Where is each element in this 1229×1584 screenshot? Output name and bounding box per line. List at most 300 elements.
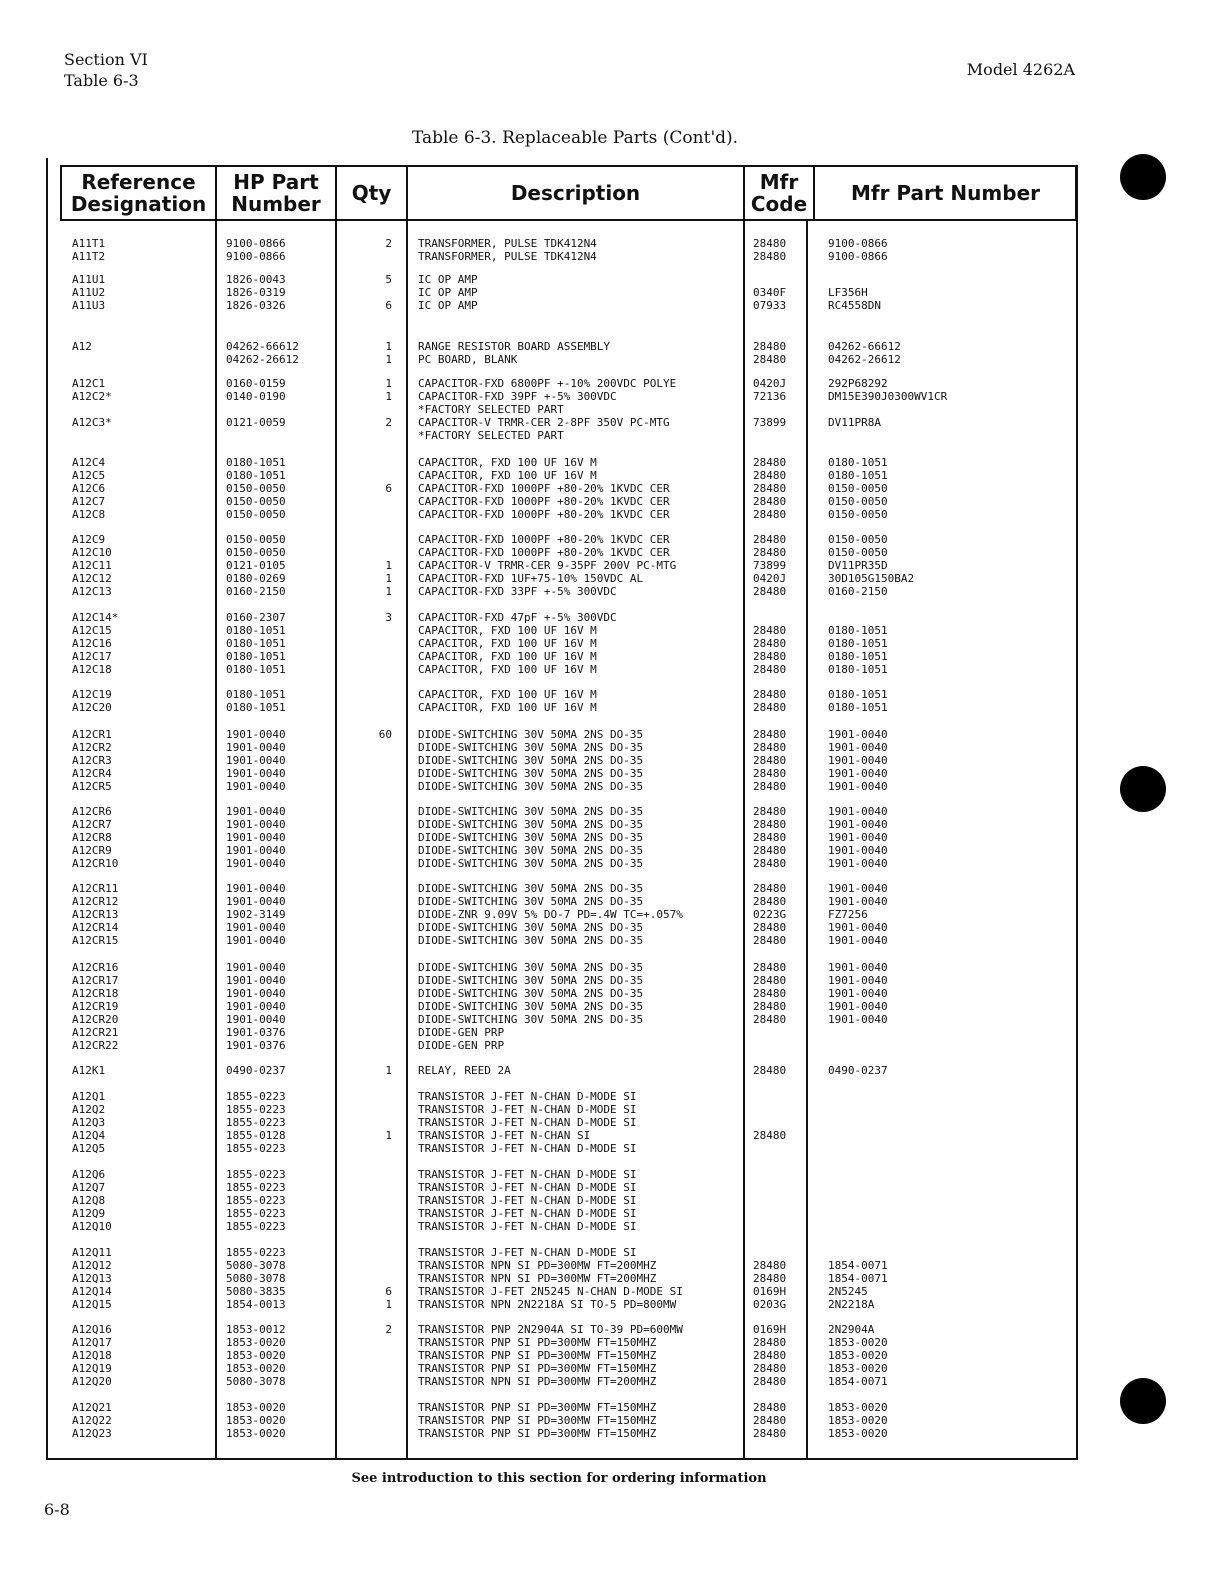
cell-description: DIODE-GEN PRP: [418, 1026, 505, 1039]
cell-hp-part-number: 1901-0040: [226, 767, 286, 780]
cell-description: DIODE-SWITCHING 30V 50MA 2NS DO-35: [418, 921, 644, 934]
cell-ref: A12CR15: [72, 934, 119, 947]
cell-mfr-code: 28480: [753, 1375, 787, 1388]
cell-hp-part-number: 1855-0223: [226, 1168, 286, 1181]
cell-hp-part-number: 1901-0040: [226, 974, 286, 987]
cell-ref: A12C15: [72, 624, 112, 637]
cell-mfr-part-number: 1901-0040: [828, 741, 888, 754]
cell-hp-part-number: 1901-0040: [226, 857, 286, 870]
cell-ref: A12Q3: [72, 1116, 106, 1129]
cell-mfr-code: 28480: [753, 1349, 787, 1362]
cell-mfr-code: 72136: [753, 390, 787, 403]
table-row: [0, 1336, 1229, 1349]
cell-hp-part-number: 0180-0269: [226, 572, 286, 585]
cell-qty: 2: [385, 237, 392, 250]
cell-ref: A12C5: [72, 469, 106, 482]
cell-mfr-part-number: 1901-0040: [828, 921, 888, 934]
cell-mfr-code: 28480: [753, 469, 787, 482]
cell-qty: 1: [385, 377, 392, 390]
cell-description: TRANSISTOR J-FET N-CHAN SI: [418, 1129, 591, 1142]
cell-hp-part-number: 0180-1051: [226, 456, 286, 469]
cell-mfr-code: 28480: [753, 818, 787, 831]
cell-hp-part-number: 1901-0040: [226, 805, 286, 818]
section-label: Section VI: [64, 50, 148, 69]
cell-ref: A12Q16: [72, 1323, 112, 1336]
cell-hp-part-number: 1855-0223: [226, 1116, 286, 1129]
cell-ref: A12CR6: [72, 805, 112, 818]
cell-description: TRANSISTOR J-FET N-CHAN D-MODE SI: [418, 1168, 637, 1181]
cell-mfr-part-number: 2N5245: [828, 1285, 868, 1298]
table-row: [0, 1427, 1229, 1440]
table-row: [0, 780, 1229, 793]
table-row: [0, 1181, 1229, 1194]
cell-hp-part-number: 0121-0105: [226, 559, 286, 572]
cell-description: TRANSFORMER, PULSE TDK412N4: [418, 237, 597, 250]
cell-description: CAPACITOR-FXD 33PF +-5% 300VDC: [418, 585, 617, 598]
table-row: [0, 1090, 1229, 1103]
table-row: [0, 1323, 1229, 1336]
cell-mfr-part-number: 9100-0866: [828, 250, 888, 263]
cell-mfr-code: 28480: [753, 495, 787, 508]
page-number: 6-8: [44, 1500, 70, 1519]
table-row: [0, 1259, 1229, 1272]
cell-hp-part-number: 1853-0020: [226, 1401, 286, 1414]
table-row: [0, 767, 1229, 780]
cell-hp-part-number: 1901-0040: [226, 882, 286, 895]
cell-hp-part-number: 1901-0040: [226, 780, 286, 793]
cell-ref: A12C7: [72, 495, 106, 508]
cell-mfr-code: 28480: [753, 1362, 787, 1375]
cell-description: DIODE-SWITCHING 30V 50MA 2NS DO-35: [418, 754, 644, 767]
cell-mfr-code: 28480: [753, 585, 787, 598]
cell-ref: A12C4: [72, 456, 106, 469]
table-row: [0, 403, 1229, 416]
cell-hp-part-number: 0180-1051: [226, 663, 286, 676]
cell-hp-part-number: 1901-0376: [226, 1039, 286, 1052]
table-row: [0, 1039, 1229, 1052]
cell-mfr-part-number: 0150-0050: [828, 508, 888, 521]
column-header-mfr-code: Mfr Code: [750, 170, 808, 216]
cell-qty: 2: [385, 1323, 392, 1336]
cell-description: TRANSISTOR PNP 2N2904A SI TO-39 PD=600MW: [418, 1323, 683, 1336]
table-row: [0, 456, 1229, 469]
cell-mfr-code: 28480: [753, 353, 787, 366]
cell-description: TRANSFORMER, PULSE TDK412N4: [418, 250, 597, 263]
cell-hp-part-number: 1855-0223: [226, 1090, 286, 1103]
cell-description: CAPACITOR-FXD 1UF+75-10% 150VDC AL: [418, 572, 644, 585]
cell-description: CAPACITOR-FXD 1000PF +80-20% 1KVDC CER: [418, 546, 670, 559]
cell-description: CAPACITOR-FXD 1000PF +80-20% 1KVDC CER: [418, 482, 670, 495]
table-row: [0, 611, 1229, 624]
cell-qty: 1: [385, 572, 392, 585]
cell-hp-part-number: 5080-3078: [226, 1259, 286, 1272]
table-row: [0, 921, 1229, 934]
cell-ref: A12Q8: [72, 1194, 106, 1207]
cell-description: TRANSISTOR PNP SI PD=300MW FT=150MHZ: [418, 1414, 657, 1427]
cell-description: CAPACITOR-FXD 47pF +-5% 300VDC: [418, 611, 617, 624]
cell-hp-part-number: 0180-1051: [226, 637, 286, 650]
table-row: [0, 429, 1229, 442]
cell-hp-part-number: 1855-0128: [226, 1129, 286, 1142]
table-row: [0, 1013, 1229, 1026]
cell-ref: A12Q9: [72, 1207, 106, 1220]
table-row: [0, 585, 1229, 598]
cell-qty: 1: [385, 353, 392, 366]
cell-description: DIODE-SWITCHING 30V 50MA 2NS DO-35: [418, 844, 644, 857]
cell-ref: A12Q21: [72, 1401, 112, 1414]
cell-description: TRANSISTOR J-FET N-CHAN D-MODE SI: [418, 1194, 637, 1207]
cell-description: TRANSISTOR NPN SI PD=300MW FT=200MHZ: [418, 1259, 657, 1272]
cell-mfr-part-number: 1901-0040: [828, 934, 888, 947]
cell-mfr-code: 28480: [753, 780, 787, 793]
cell-hp-part-number: 1853-0020: [226, 1414, 286, 1427]
cell-hp-part-number: 0150-0050: [226, 533, 286, 546]
cell-ref: A12C9: [72, 533, 106, 546]
table-row: [0, 1298, 1229, 1311]
table-row: [0, 353, 1229, 366]
cell-description: TRANSISTOR J-FET 2N5245 N-CHAN D-MODE SI: [418, 1285, 683, 1298]
cell-description: CAPACITOR-FXD 1000PF +80-20% 1KVDC CER: [418, 508, 670, 521]
cell-ref: A12C16: [72, 637, 112, 650]
cell-ref: A12Q7: [72, 1181, 106, 1194]
table-row: [0, 559, 1229, 572]
cell-mfr-code: 28480: [753, 1129, 787, 1142]
cell-ref: A12C2*: [72, 390, 112, 403]
cell-hp-part-number: 1853-0020: [226, 1349, 286, 1362]
cell-ref: A12Q12: [72, 1259, 112, 1272]
cell-description: DIODE-SWITCHING 30V 50MA 2NS DO-35: [418, 934, 644, 947]
cell-mfr-code: 28480: [753, 456, 787, 469]
cell-hp-part-number: 9100-0866: [226, 250, 286, 263]
cell-mfr-code: 28480: [753, 728, 787, 741]
cell-qty: 6: [385, 1285, 392, 1298]
cell-description: DIODE-SWITCHING 30V 50MA 2NS DO-35: [418, 780, 644, 793]
cell-hp-part-number: 1901-0376: [226, 1026, 286, 1039]
cell-mfr-code: 28480: [753, 1336, 787, 1349]
cell-mfr-part-number: 0180-1051: [828, 624, 888, 637]
cell-mfr-code: 28480: [753, 1259, 787, 1272]
cell-mfr-part-number: 1901-0040: [828, 780, 888, 793]
table-row: [0, 1349, 1229, 1362]
cell-mfr-code: 28480: [753, 1013, 787, 1026]
cell-description: CAPACITOR, FXD 100 UF 16V M: [418, 469, 597, 482]
cell-mfr-code: 28480: [753, 974, 787, 987]
cell-description: CAPACITOR-FXD 6800PF +-10% 200VDC POLYE: [418, 377, 677, 390]
cell-mfr-code: 0203G: [753, 1298, 787, 1311]
cell-description: DIODE-SWITCHING 30V 50MA 2NS DO-35: [418, 895, 644, 908]
cell-mfr-code: 28480: [753, 921, 787, 934]
cell-mfr-code: 28480: [753, 340, 787, 353]
table-row: [0, 882, 1229, 895]
cell-mfr-part-number: 04262-26612: [828, 353, 901, 366]
cell-hp-part-number: 0160-0159: [226, 377, 286, 390]
cell-hp-part-number: 5080-3078: [226, 1375, 286, 1388]
cell-description: TRANSISTOR J-FET N-CHAN D-MODE SI: [418, 1090, 637, 1103]
cell-mfr-code: 28480: [753, 987, 787, 1000]
table-row: [0, 390, 1229, 403]
table-row: [0, 728, 1229, 741]
cell-mfr-code: 28480: [753, 688, 787, 701]
cell-mfr-code: 28480: [753, 1401, 787, 1414]
cell-hp-part-number: 1901-0040: [226, 818, 286, 831]
cell-hp-part-number: 0180-1051: [226, 469, 286, 482]
cell-description: DIODE-SWITCHING 30V 50MA 2NS DO-35: [418, 882, 644, 895]
cell-mfr-part-number: DV11PR35D: [828, 559, 888, 572]
table-row: [0, 818, 1229, 831]
cell-mfr-code: 28480: [753, 895, 787, 908]
cell-mfr-part-number: 0150-0050: [828, 495, 888, 508]
cell-mfr-part-number: 0160-2150: [828, 585, 888, 598]
cell-mfr-part-number: 1853-0020: [828, 1427, 888, 1440]
cell-hp-part-number: 0180-1051: [226, 688, 286, 701]
cell-hp-part-number: 0180-1051: [226, 701, 286, 714]
cell-hp-part-number: 1901-0040: [226, 741, 286, 754]
cell-mfr-code: 0169H: [753, 1323, 787, 1336]
cell-hp-part-number: 1901-0040: [226, 728, 286, 741]
cell-ref: A12Q15: [72, 1298, 112, 1311]
table-row: [0, 701, 1229, 714]
cell-mfr-code: 28480: [753, 482, 787, 495]
cell-hp-part-number: 5080-3078: [226, 1272, 286, 1285]
cell-mfr-part-number: 1901-0040: [828, 805, 888, 818]
cell-ref: A12Q22: [72, 1414, 112, 1427]
cell-description: DIODE-GEN PRP: [418, 1039, 505, 1052]
table-row: [0, 831, 1229, 844]
table-row: [0, 572, 1229, 585]
cell-mfr-code: 0169H: [753, 1285, 787, 1298]
cell-description: CAPACITOR, FXD 100 UF 16V M: [418, 637, 597, 650]
table-row: [0, 1246, 1229, 1259]
table-row: [0, 974, 1229, 987]
cell-mfr-code: 28480: [753, 1427, 787, 1440]
table-row: [0, 1375, 1229, 1388]
cell-hp-part-number: 1855-0223: [226, 1220, 286, 1233]
cell-mfr-code: 28480: [753, 546, 787, 559]
cell-hp-part-number: 1826-0319: [226, 286, 286, 299]
table-row: [0, 1103, 1229, 1116]
cell-ref: A12CR3: [72, 754, 112, 767]
table-row: [0, 286, 1229, 299]
cell-mfr-code: 28480: [753, 741, 787, 754]
cell-ref: A12CR14: [72, 921, 119, 934]
cell-hp-part-number: 9100-0866: [226, 237, 286, 250]
cell-description: DIODE-SWITCHING 30V 50MA 2NS DO-35: [418, 857, 644, 870]
cell-mfr-code: 28480: [753, 961, 787, 974]
cell-ref: A12CR9: [72, 844, 112, 857]
cell-hp-part-number: 1853-0020: [226, 1362, 286, 1375]
cell-mfr-code: 28480: [753, 624, 787, 637]
cell-hp-part-number: 1901-0040: [226, 754, 286, 767]
cell-description: IC OP AMP: [418, 286, 478, 299]
cell-ref: A12C18: [72, 663, 112, 676]
table-caption: Table 6-3. Replaceable Parts (Cont'd).: [411, 128, 739, 148]
cell-ref: A11T2: [72, 250, 106, 263]
cell-mfr-part-number: 292P68292: [828, 377, 888, 390]
table-row: [0, 469, 1229, 482]
cell-hp-part-number: 0160-2307: [226, 611, 286, 624]
cell-mfr-part-number: 1854-0071: [828, 1259, 888, 1272]
cell-mfr-part-number: 1853-0020: [828, 1336, 888, 1349]
cell-ref: A12Q19: [72, 1362, 112, 1375]
cell-mfr-code: 28480: [753, 663, 787, 676]
cell-ref: A12C12: [72, 572, 112, 585]
cell-mfr-part-number: 1901-0040: [828, 1013, 888, 1026]
cell-description: CAPACITOR, FXD 100 UF 16V M: [418, 624, 597, 637]
table-row: [0, 895, 1229, 908]
cell-ref: A12: [72, 340, 92, 353]
cell-ref: A12CR22: [72, 1039, 119, 1052]
cell-description: TRANSISTOR J-FET N-CHAN D-MODE SI: [418, 1207, 637, 1220]
cell-ref: A12CR21: [72, 1026, 119, 1039]
cell-description: DIODE-SWITCHING 30V 50MA 2NS DO-35: [418, 1000, 644, 1013]
cell-hp-part-number: 1853-0012: [226, 1323, 286, 1336]
cell-description: PC BOARD, BLANK: [418, 353, 518, 366]
table-row: [0, 857, 1229, 870]
column-header-qty: Qty: [351, 181, 392, 205]
cell-mfr-part-number: 1901-0040: [828, 1000, 888, 1013]
cell-mfr-code: 28480: [753, 1414, 787, 1427]
cell-mfr-part-number: 1901-0040: [828, 974, 888, 987]
cell-ref: A11U1: [72, 273, 106, 286]
cell-mfr-part-number: 1854-0071: [828, 1272, 888, 1285]
cell-description: RANGE RESISTOR BOARD ASSEMBLY: [418, 340, 611, 353]
cell-description: CAPACITOR, FXD 100 UF 16V M: [418, 688, 597, 701]
cell-hp-part-number: 1855-0223: [226, 1142, 286, 1155]
cell-mfr-part-number: 1901-0040: [828, 895, 888, 908]
cell-mfr-code: 0223G: [753, 908, 787, 921]
cell-description: TRANSISTOR J-FET N-CHAN D-MODE SI: [418, 1116, 637, 1129]
cell-ref: A12CR4: [72, 767, 112, 780]
table-row: [0, 741, 1229, 754]
cell-description: CAPACITOR, FXD 100 UF 16V M: [418, 701, 597, 714]
cell-mfr-code: 28480: [753, 857, 787, 870]
cell-mfr-code: 28480: [753, 1064, 787, 1077]
table-row: [0, 961, 1229, 974]
cell-hp-part-number: 0150-0050: [226, 482, 286, 495]
cell-mfr-code: 28480: [753, 934, 787, 947]
cell-qty: 1: [385, 340, 392, 353]
cell-mfr-part-number: 1901-0040: [828, 882, 888, 895]
cell-hp-part-number: 1901-0040: [226, 934, 286, 947]
table-row: [0, 1142, 1229, 1155]
table-row: [0, 482, 1229, 495]
cell-ref: A12C14*: [72, 611, 119, 624]
cell-description: *FACTORY SELECTED PART: [418, 403, 564, 416]
cell-hp-part-number: 1855-0223: [226, 1207, 286, 1220]
column-header-mfr-part-number: Mfr Part Number: [851, 181, 1040, 205]
cell-description: CAPACITOR-FXD 39PF +-5% 300VDC: [418, 390, 617, 403]
model-label: Model 4262A: [966, 60, 1075, 79]
cell-description: DIODE-SWITCHING 30V 50MA 2NS DO-35: [418, 805, 644, 818]
cell-description: CAPACITOR-V TRMR-CER 9-35PF 200V PC-MTG: [418, 559, 677, 572]
table-row: [0, 1362, 1229, 1375]
cell-mfr-code: 07933: [753, 299, 787, 312]
cell-description: TRANSISTOR PNP SI PD=300MW FT=150MHZ: [418, 1401, 657, 1414]
cell-hp-part-number: 0180-1051: [226, 624, 286, 637]
cell-mfr-part-number: 1901-0040: [828, 728, 888, 741]
cell-qty: 6: [385, 482, 392, 495]
table-row: [0, 1129, 1229, 1142]
cell-ref: A12C10: [72, 546, 112, 559]
table-row: [0, 416, 1229, 429]
cell-mfr-code: 28480: [753, 1272, 787, 1285]
cell-description: TRANSISTOR PNP SI PD=300MW FT=150MHZ: [418, 1427, 657, 1440]
cell-qty: 3: [385, 611, 392, 624]
cell-mfr-code: 28480: [753, 701, 787, 714]
cell-qty: 60: [378, 728, 392, 741]
table-row: [0, 650, 1229, 663]
cell-description: TRANSISTOR J-FET N-CHAN D-MODE SI: [418, 1220, 637, 1233]
cell-mfr-part-number: 2N2904A: [828, 1323, 875, 1336]
cell-description: CAPACITOR, FXD 100 UF 16V M: [418, 663, 597, 676]
cell-description: *FACTORY SELECTED PART: [418, 429, 564, 442]
table-row: [0, 508, 1229, 521]
cell-hp-part-number: 1855-0223: [226, 1103, 286, 1116]
cell-description: CAPACITOR, FXD 100 UF 16V M: [418, 650, 597, 663]
cell-hp-part-number: 0490-0237: [226, 1064, 286, 1077]
cell-mfr-code: 28480: [753, 637, 787, 650]
cell-mfr-part-number: 0150-0050: [828, 482, 888, 495]
cell-mfr-code: 28480: [753, 882, 787, 895]
cell-qty: 1: [385, 1064, 392, 1077]
cell-description: CAPACITOR, FXD 100 UF 16V M: [418, 456, 597, 469]
cell-mfr-part-number: DM15E390J0300WV1CR: [828, 390, 948, 403]
cell-qty: 1: [385, 1129, 392, 1142]
cell-mfr-part-number: 0490-0237: [828, 1064, 888, 1077]
table-row: [0, 1285, 1229, 1298]
cell-ref: A12CR20: [72, 1013, 119, 1026]
cell-ref: A12Q23: [72, 1427, 112, 1440]
cell-qty: 1: [385, 1298, 392, 1311]
cell-description: DIODE-SWITCHING 30V 50MA 2NS DO-35: [418, 961, 644, 974]
cell-ref: A12CR17: [72, 974, 119, 987]
cell-description: IC OP AMP: [418, 299, 478, 312]
cell-mfr-part-number: 2N2218A: [828, 1298, 875, 1311]
cell-description: DIODE-SWITCHING 30V 50MA 2NS DO-35: [418, 728, 644, 741]
table-row: [0, 987, 1229, 1000]
cell-description: TRANSISTOR NPN SI PD=300MW FT=200MHZ: [418, 1375, 657, 1388]
cell-hp-part-number: 1855-0223: [226, 1246, 286, 1259]
cell-ref: A12Q11: [72, 1246, 112, 1259]
cell-mfr-part-number: 1853-0020: [828, 1362, 888, 1375]
cell-mfr-part-number: 9100-0866: [828, 237, 888, 250]
cell-mfr-part-number: 1901-0040: [828, 767, 888, 780]
table-row: [0, 1168, 1229, 1181]
table-row: [0, 1064, 1229, 1077]
cell-description: CAPACITOR-V TRMR-CER 2-8PF 350V PC-MTG: [418, 416, 670, 429]
cell-qty: 2: [385, 416, 392, 429]
cell-ref: A12Q5: [72, 1142, 106, 1155]
cell-mfr-code: 28480: [753, 237, 787, 250]
cell-qty: 6: [385, 299, 392, 312]
table-row: [0, 377, 1229, 390]
cell-mfr-part-number: 0150-0050: [828, 546, 888, 559]
table-row: [0, 299, 1229, 312]
table-row: [0, 805, 1229, 818]
cell-ref: A12Q17: [72, 1336, 112, 1349]
cell-ref: A12Q2: [72, 1103, 106, 1116]
cell-hp-part-number: 1901-0040: [226, 921, 286, 934]
cell-mfr-code: 28480: [753, 533, 787, 546]
cell-mfr-code: 73899: [753, 416, 787, 429]
cell-ref: A12C8: [72, 508, 106, 521]
table-row: [0, 1000, 1229, 1013]
cell-mfr-code: 73899: [753, 559, 787, 572]
cell-description: TRANSISTOR PNP SI PD=300MW FT=150MHZ: [418, 1336, 657, 1349]
table-row: [0, 844, 1229, 857]
cell-mfr-code: 0340F: [753, 286, 787, 299]
table-row: [0, 908, 1229, 921]
